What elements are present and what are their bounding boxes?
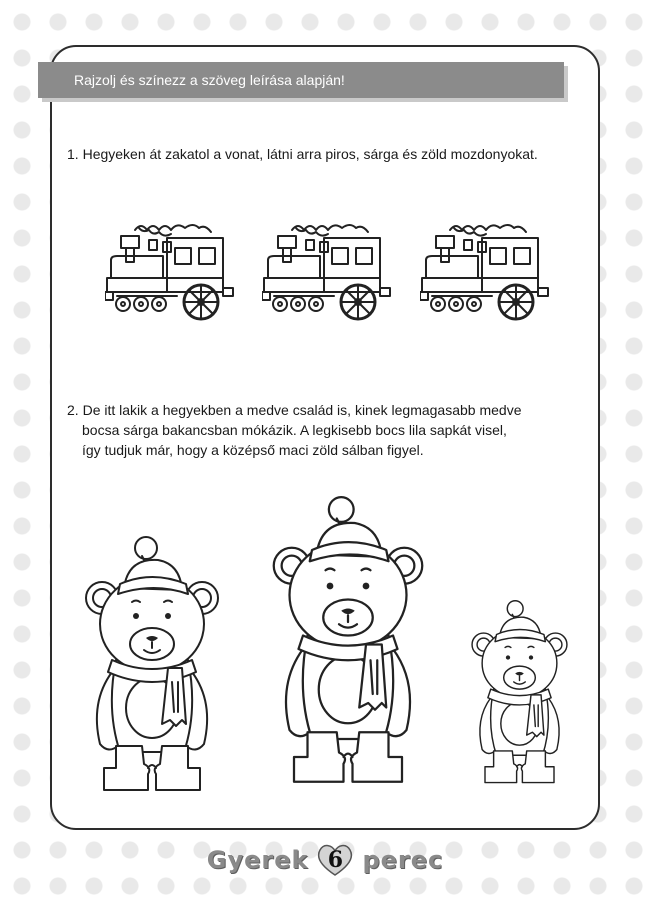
brand-right-word: perec (362, 846, 444, 874)
task-2-line-1-text: De itt lakik a hegyekben a medve család is, kinek legmagasabb medve (82, 402, 522, 418)
brand-left-word: Gyerek (206, 846, 309, 874)
bear-icon-large (258, 490, 438, 790)
task-1-text: Hegyeken át zakatol a vonat, látni arra piros, sárga és zöld mozdonyokat. (82, 146, 538, 162)
page-number: 6 (327, 847, 344, 873)
task-1-number: 1. (67, 146, 79, 162)
task-2-line-2: bocsa sárga bakancsban mókázik. A legkisebb bocs lila sapkát visel, (82, 422, 507, 438)
footer-brand (165, 838, 485, 882)
instruction-text: Rajzolj és színezz a szöveg leírása alapján! (74, 72, 345, 88)
task-2 (67, 400, 587, 460)
train-icon-2 (262, 218, 392, 324)
task-2-number: 2. (67, 402, 79, 418)
heart-badge-icon (316, 843, 354, 877)
bear-icon-medium (72, 532, 232, 796)
task-2-line-1 (67, 400, 587, 420)
bear-icon-small (462, 597, 577, 787)
task-2-line-3: így tudjuk már, hogy a középső maci zöld sálban figyel. (82, 442, 424, 458)
instruction-banner (38, 62, 564, 98)
task-1 (67, 144, 587, 164)
train-icon-1 (105, 218, 235, 324)
train-icon-3 (420, 218, 550, 324)
